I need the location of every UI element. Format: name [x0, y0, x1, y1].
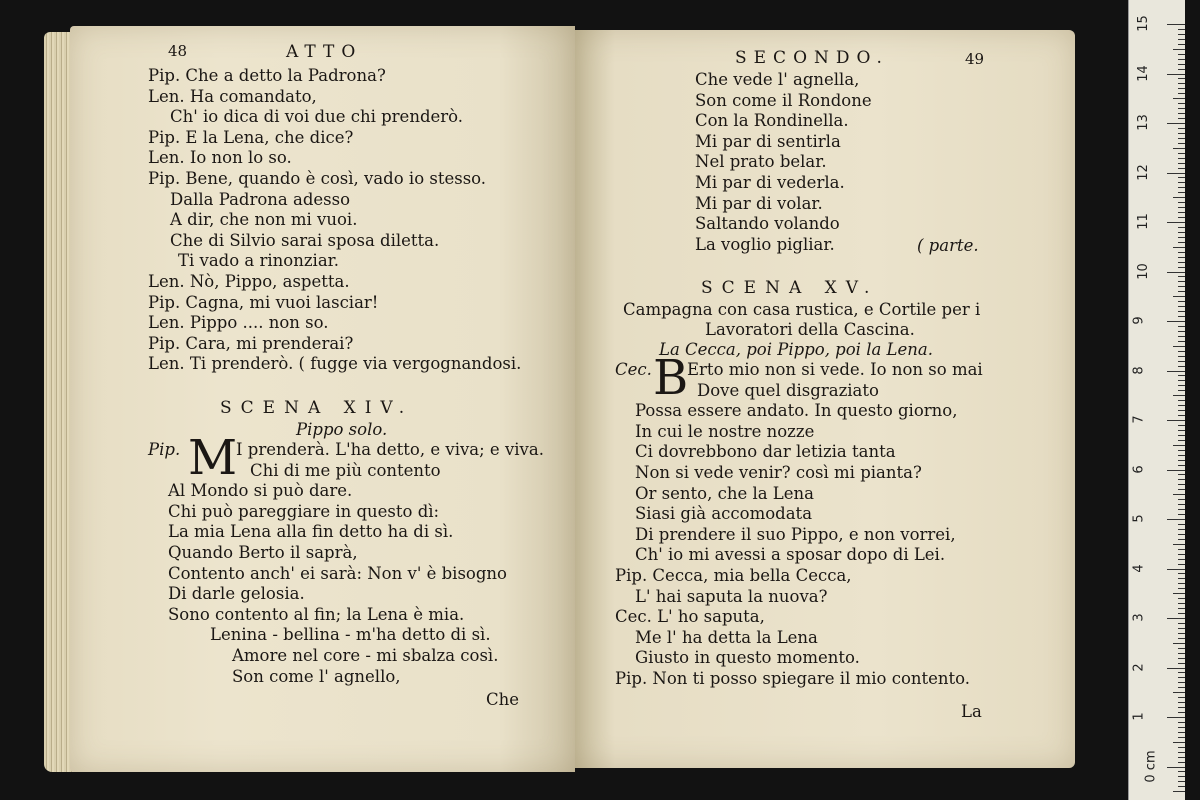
ruler-tick [1178, 747, 1185, 748]
ruler-tick [1167, 717, 1185, 718]
ruler-tick [1178, 351, 1185, 352]
text-line: Pip. Non ti posso spiegare il mio contento. [615, 668, 971, 688]
ruler-tick [1178, 633, 1185, 634]
right-page [575, 30, 1075, 768]
ruler-tick [1178, 336, 1185, 337]
text-line: Giusto in questo momento. [635, 648, 860, 668]
ruler-tick [1178, 455, 1185, 456]
text-line: Pip. Che a detto la Padrona? [148, 66, 386, 85]
text-line: Mi par di volar. [695, 193, 823, 213]
ruler-tick [1167, 618, 1185, 619]
ruler-tick [1178, 177, 1185, 178]
ruler-tick [1173, 49, 1185, 50]
text-line: Ch' io mi avessi a sposar dopo di Lei. [635, 545, 946, 565]
ruler-label: 8 [1131, 365, 1147, 375]
text-line: Nel prato belar. [695, 152, 827, 172]
text-line: I prenderà. L'ha detto, e viva; e viva. [236, 440, 544, 459]
ruler-tick [1178, 771, 1185, 772]
scene-characters: La Cecca, poi Pippo, poi la Lena. [659, 340, 933, 359]
text-line: Ci dovrebbono dar letizia tanta [635, 442, 896, 462]
ruler-tick [1178, 776, 1185, 777]
ruler-tick [1173, 296, 1185, 297]
running-header: ATTO [286, 42, 363, 62]
text-line: Quando Berto il saprà, [168, 542, 358, 562]
text-line: Lenina - bellina - m'ha detto di sì. [210, 625, 491, 645]
scene-heading: SCENA XIV. [220, 398, 414, 418]
page-number: 49 [965, 50, 985, 68]
drop-capital: B [653, 350, 689, 406]
ruler-tick [1167, 767, 1185, 768]
ruler-tick [1178, 59, 1185, 60]
ruler-tick [1178, 638, 1185, 639]
text-line: Contento anch' ei sarà: Non v' è bisogno [168, 563, 507, 583]
ruler-tick [1178, 366, 1185, 367]
ruler-tick [1178, 623, 1185, 624]
ruler-tick [1178, 489, 1185, 490]
text-line: Chi può pareggiare in questo dì: [168, 501, 440, 521]
text-line: Che di Silvio sarai sposa diletta. [170, 230, 440, 250]
text-line: Al Mondo si può dare. [168, 481, 353, 501]
text-line: Non si vede venir? così mi pianta? [635, 462, 922, 482]
ruler-tick [1173, 593, 1185, 594]
ruler-tick [1178, 603, 1185, 604]
ruler-tick [1178, 202, 1185, 203]
ruler-tick [1167, 371, 1185, 372]
ruler-tick [1178, 598, 1185, 599]
ruler-tick [1178, 474, 1185, 475]
ruler-label: 11 [1135, 213, 1151, 230]
ruler-tick [1178, 103, 1185, 104]
scene-heading: SCENA XV. [701, 278, 879, 298]
text-line: Me l' ha detta la Lena [635, 627, 818, 647]
ruler-tick [1178, 677, 1185, 678]
ruler-tick [1178, 257, 1185, 258]
ruler-label: 12 [1135, 163, 1151, 181]
text-line: Dove quel disgraziato [697, 380, 879, 400]
ruler-tick [1178, 583, 1185, 584]
ruler-tick [1178, 682, 1185, 683]
text-line: Pip. Bene, quando è così, vado io stesso. [148, 168, 487, 188]
verse-block [695, 70, 872, 255]
text-line: Di prendere il suo Pippo, e non vorrei, [635, 524, 956, 544]
ruler-tick [1178, 484, 1185, 485]
ruler-tick [1178, 613, 1185, 614]
ruler-tick [1178, 113, 1185, 114]
ruler-tick [1178, 722, 1185, 723]
ruler-label: 1 [1131, 712, 1147, 721]
running-header: SECONDO. [735, 48, 889, 68]
ruler-tick [1178, 687, 1185, 688]
ruler-tick [1178, 276, 1185, 277]
text-line: Mi par di vederla. [695, 172, 845, 192]
text-line: La mia Lena alla fin detto ha di sì. [168, 522, 454, 542]
scene-setting: Lavoratori della Cascina. [705, 320, 915, 339]
ruler-tick [1178, 435, 1185, 436]
ruler-tick [1178, 281, 1185, 282]
scene-text [615, 360, 983, 690]
ruler-tick [1178, 326, 1185, 327]
ruler-tick [1167, 173, 1185, 174]
text-line: Che vede l' agnella, [695, 70, 860, 89]
ruler-tick [1178, 781, 1185, 782]
ruler-tick [1178, 727, 1185, 728]
text-line: La voglio pigliar. [695, 234, 835, 254]
ruler-tick [1178, 430, 1185, 431]
text-line: Di darle gelosia. [168, 584, 305, 604]
ruler-tick [1173, 247, 1185, 248]
ruler-tick [1178, 663, 1185, 664]
scene-setting: Campagna con casa rustica, e Cortile per i [623, 300, 981, 319]
ruler-label: 5 [1131, 514, 1147, 523]
ruler-tick [1178, 380, 1185, 381]
ruler-tick [1167, 470, 1185, 471]
text-line: Len. Nò, Pippo, aspetta. [148, 271, 350, 291]
ruler-label: 14 [1135, 64, 1151, 82]
ruler-tick [1173, 148, 1185, 149]
ruler-tick [1178, 415, 1185, 416]
ruler-tick [1167, 569, 1185, 570]
ruler-tick [1178, 588, 1185, 589]
ruler-tick [1178, 118, 1185, 119]
ruler-tick [1178, 697, 1185, 698]
ruler-tick [1173, 98, 1185, 99]
ruler-tick [1178, 608, 1185, 609]
ruler-tick [1178, 311, 1185, 312]
ruler-label: 2 [1131, 662, 1147, 672]
ruler-tick [1178, 648, 1185, 649]
text-line: Ch' io dica di voi due chi prenderò. [170, 107, 464, 127]
ruler-tick [1178, 153, 1185, 154]
ruler-tick [1178, 252, 1185, 253]
ruler-label: 13 [1135, 114, 1151, 131]
text-line: Pip. Cara, mi prenderai? [148, 333, 354, 353]
ruler-tick [1178, 450, 1185, 451]
ruler-tick [1178, 108, 1185, 109]
speaker-label: Cec. [615, 360, 652, 379]
ruler-tick [1178, 128, 1185, 129]
ruler-tick [1178, 242, 1185, 243]
ruler-tick [1173, 346, 1185, 347]
text-line: Sono contento al fin; la Lena è mia. [168, 604, 465, 624]
ruler-tick [1178, 331, 1185, 332]
ruler-tick [1178, 291, 1185, 292]
text-line: Saltando volando [695, 214, 840, 234]
ruler-tick [1178, 44, 1185, 45]
ruler-tick [1178, 786, 1185, 787]
ruler-tick [1178, 316, 1185, 317]
ruler-tick [1178, 514, 1185, 515]
text-line: Pip. Cecca, mia bella Cecca, [615, 565, 852, 585]
ruler-tick [1173, 395, 1185, 396]
text-line: Mi par di sentirla [695, 131, 841, 151]
ruler-label: 15 [1135, 15, 1151, 32]
scene-text [168, 440, 544, 687]
ruler-tick [1178, 375, 1185, 376]
ruler-tick [1167, 668, 1185, 669]
ruler-tick [1178, 465, 1185, 466]
ruler-tick [1178, 163, 1185, 164]
page-number: 48 [168, 42, 188, 60]
ruler-label: 9 [1131, 316, 1147, 325]
ruler-tick [1178, 341, 1185, 342]
ruler-tick [1173, 791, 1185, 792]
ruler-tick [1178, 752, 1185, 753]
ruler-tick [1178, 653, 1185, 654]
ruler-tick [1178, 54, 1185, 55]
ruler-tick [1178, 564, 1185, 565]
ruler-tick [1178, 227, 1185, 228]
ruler-tick [1178, 69, 1185, 70]
ruler-tick [1178, 286, 1185, 287]
ruler-tick [1178, 64, 1185, 65]
ruler-tick [1167, 123, 1185, 124]
text-line: Con la Rondinella. [695, 111, 849, 131]
ruler-tick [1178, 133, 1185, 134]
ruler-tick [1173, 742, 1185, 743]
ruler-tick [1178, 757, 1185, 758]
left-page [70, 26, 575, 772]
ruler-tick [1178, 29, 1185, 30]
ruler-tick [1167, 519, 1185, 520]
ruler-label: 3 [1131, 613, 1147, 622]
ruler-tick [1178, 158, 1185, 159]
ruler-tick [1178, 460, 1185, 461]
ruler-tick [1178, 93, 1185, 94]
ruler-tick [1178, 529, 1185, 530]
ruler-tick [1178, 182, 1185, 183]
ruler-tick [1167, 222, 1185, 223]
ruler-tick [1178, 672, 1185, 673]
scene-subtitle: Pippo solo. [296, 420, 388, 439]
text-line: Dalla Padrona adesso [170, 189, 351, 209]
ruler-tick [1178, 385, 1185, 386]
ruler-tick [1178, 237, 1185, 238]
ruler-tick [1173, 445, 1185, 446]
text-line: Or sento, che la Lena [635, 483, 814, 503]
ruler-tick [1173, 692, 1185, 693]
text-line: L' hai saputa la nuova? [635, 586, 828, 606]
ruler-tick [1178, 192, 1185, 193]
ruler-tick [1178, 138, 1185, 139]
ruler-tick [1178, 504, 1185, 505]
ruler-tick [1178, 762, 1185, 763]
ruler-tick [1178, 306, 1185, 307]
ruler-tick [1178, 534, 1185, 535]
ruler-tick [1178, 554, 1185, 555]
ruler-tick [1167, 74, 1185, 75]
text-line: Son come l' agnello, [232, 666, 401, 686]
ruler-tick [1178, 628, 1185, 629]
ruler-tick [1173, 197, 1185, 198]
text-line: Len. Ti prenderò. ( fugge via vergognandosi. [148, 354, 522, 374]
ruler-tick [1178, 405, 1185, 406]
ruler-tick [1178, 573, 1185, 574]
text-line: Len. Ha comandato, [148, 86, 317, 106]
ruler-label: 6 [1131, 464, 1147, 474]
text-line: Ti vado a rinonziar. [178, 251, 339, 271]
ruler-tick [1178, 267, 1185, 268]
ruler-tick [1178, 702, 1185, 703]
ruler-tick [1178, 262, 1185, 263]
ruler-label: 4 [1131, 563, 1147, 573]
text-line: Amore nel core - mi sbalza così. [232, 645, 499, 665]
ruler-label: 10 [1135, 262, 1151, 280]
ruler-tick [1178, 207, 1185, 208]
ruler-tick [1178, 88, 1185, 89]
ruler-tick [1173, 643, 1185, 644]
ruler-tick [1178, 34, 1185, 35]
text-line: Len. Pippo .... non so. [148, 313, 329, 333]
catchword: La [961, 702, 982, 721]
text-line: Son come il Rondone [695, 90, 872, 110]
ruler-tick [1178, 539, 1185, 540]
text-line: Chi di me più contento [250, 460, 441, 480]
ruler-tick [1178, 83, 1185, 84]
text-line: Pip. E la Lena, che dice? [148, 127, 354, 147]
ruler-tick [1178, 39, 1185, 40]
ruler-tick [1178, 425, 1185, 426]
ruler-tick [1178, 390, 1185, 391]
text-line: A dir, che non mi vuoi. [170, 210, 358, 230]
ruler-tick [1167, 272, 1185, 273]
text-line: Len. Io non lo so. [148, 148, 292, 168]
text-line: Cec. L' ho saputa, [615, 607, 765, 627]
ruler-tick [1178, 737, 1185, 738]
text-line: Pip. Cagna, mi vuoi lasciar! [148, 292, 379, 312]
ruler-tick [1178, 479, 1185, 480]
text-line: Erto mio non si vede. Io non so mai [687, 360, 983, 379]
ruler-tick [1178, 712, 1185, 713]
ruler-tick [1178, 217, 1185, 218]
drop-capital: M [188, 430, 238, 486]
measurement-ruler [1128, 0, 1185, 800]
text-line: Possa essere andato. In questo giorno, [635, 401, 958, 421]
ruler-tick [1178, 524, 1185, 525]
ruler-tick [1178, 356, 1185, 357]
speaker-label: Pip. [148, 440, 181, 459]
ruler-tick [1178, 578, 1185, 579]
ruler-tick [1178, 509, 1185, 510]
ruler-tick [1173, 494, 1185, 495]
ruler-tick [1178, 658, 1185, 659]
ruler-tick [1167, 420, 1185, 421]
ruler-tick [1178, 499, 1185, 500]
ruler-tick [1178, 549, 1185, 550]
dialogue-block [148, 66, 521, 375]
ruler-label: 7 [1131, 415, 1147, 424]
ruler-tick [1167, 24, 1185, 25]
catchword: Che [486, 690, 520, 709]
ruler-tick [1178, 168, 1185, 169]
ruler-tick [1173, 544, 1185, 545]
ruler-tick [1178, 707, 1185, 708]
ruler-tick [1178, 78, 1185, 79]
ruler-tick [1178, 187, 1185, 188]
ruler-tick [1178, 410, 1185, 411]
ruler-tick [1178, 143, 1185, 144]
ruler-tick [1178, 212, 1185, 213]
stage-direction: ( parte. [917, 236, 979, 255]
ruler-tick [1178, 440, 1185, 441]
ruler-tick [1178, 400, 1185, 401]
ruler-tick [1178, 361, 1185, 362]
text-line: In cui le nostre nozze [635, 421, 815, 441]
ruler-tick [1178, 559, 1185, 560]
ruler-tick [1178, 732, 1185, 733]
ruler-label: 0 cm [1143, 749, 1159, 783]
text-line: Siasi già accomodata [635, 504, 813, 524]
ruler-tick [1167, 321, 1185, 322]
ruler-tick [1178, 301, 1185, 302]
ruler-tick [1178, 232, 1185, 233]
